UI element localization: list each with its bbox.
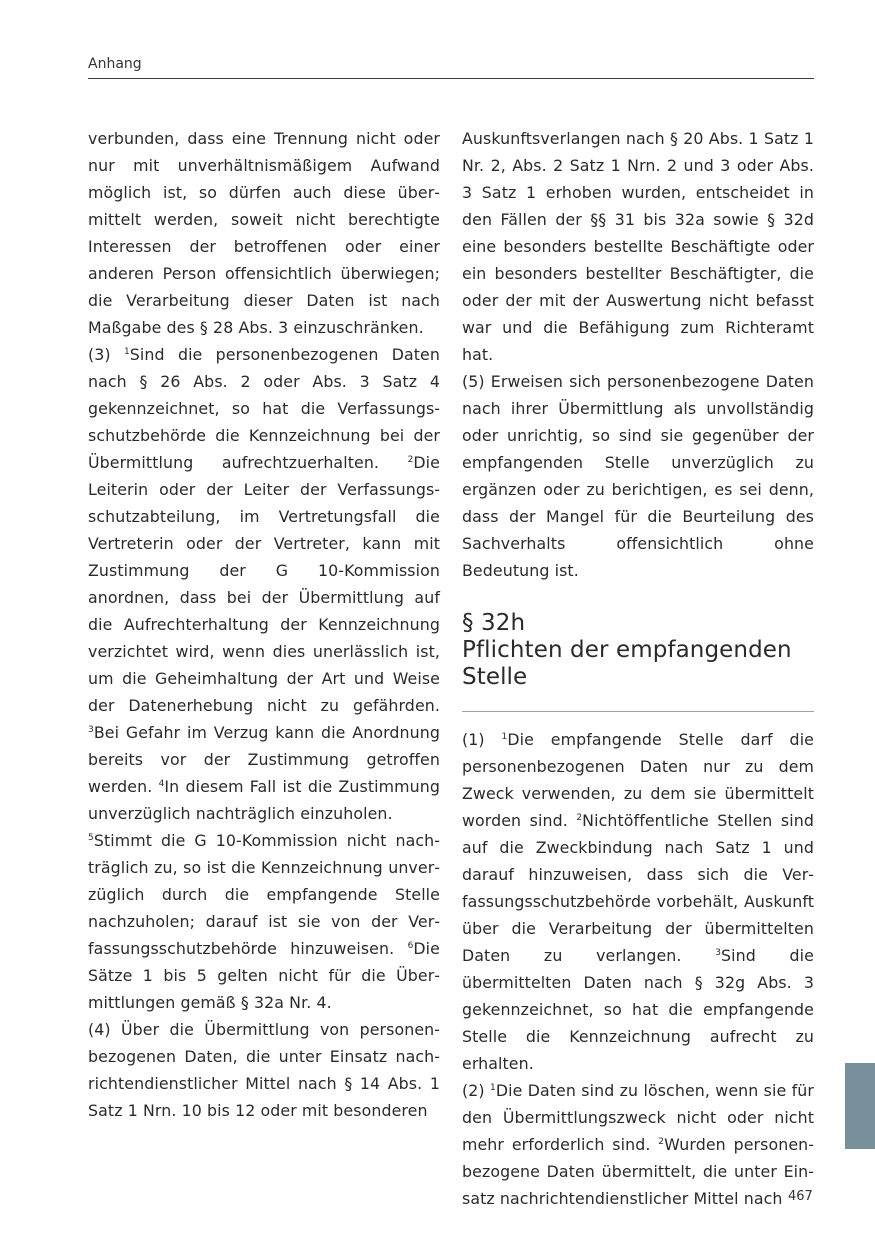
sentence-number: 2 bbox=[407, 455, 414, 465]
section-number: § 32h bbox=[462, 610, 526, 636]
sentence: Bei Gefahr im Verzug kann die Anordnung bereits vor der Zustimmung getroffen werden. bbox=[88, 723, 440, 796]
sentence: Die Leiterin oder der Leiter der Verfassungsschutzabteilung, im Vertretungsfall die Vertreterin oder der Vertreter, kann mit Zustimmung der G 10-Kommission anordnen, dass bei der Übermittlung auf die Aufrechterhaltung der Kennzeichnung verzichtet wird, wenn dies unerlässlich ist, um die Geheimhaltung der Art und Weise der Datenerhebung nicht zu gefährden. bbox=[88, 453, 440, 715]
section-heading bbox=[462, 610, 814, 691]
section-divider bbox=[462, 711, 814, 712]
paragraph-2 bbox=[462, 1077, 814, 1212]
sentence: Stimmt die G 10-Kommission nicht nachträglich zu, so ist die Kennzeichnung unverzüglich durch die empfangende Stelle nachzuholen; darauf ist sie von der Verfassungsschutzbehörde hinzuweisen. bbox=[88, 831, 440, 958]
paragraph-number: (1) bbox=[462, 730, 502, 749]
paragraph-1 bbox=[462, 726, 814, 1077]
paragraph: Auskunftsverlangen nach § 20 Abs. 1 Satz 1 Nr. 2, Abs. 2 Satz 1 Nrn. 2 und 3 oder Abs. 3 Satz 1 erhoben wurden, entscheidet in den Fällen der §§ 31 bis 32a sowie § 32d eine besonders bestellte Beschäftigte oder ein besonders bestellter Beschäftigter, die oder der mit der Auswertung nicht befasst war und die Befähigung zum Richteramt hat. bbox=[462, 129, 814, 364]
page-number: 467 bbox=[788, 1189, 813, 1204]
sentence: Wurden personenbezogene Daten übermittelt, die unter Einsatz nachrichtendienstlicher Mittel nach bbox=[462, 1135, 814, 1208]
sentence: Sind die personenbezogenen Daten nach § 26 Abs. 2 oder Abs. 3 Satz 4 gekennzeichnet, so hat die Verfassungsschutzbehörde die Kennzeichnung bei der Übermittlung aufrechtzuerhalten. bbox=[88, 345, 440, 472]
sentence: Die empfangende Stelle darf die personenbezogenen Daten nur zu dem Zweck verwenden, zu dem sie übermittelt worden sind. bbox=[462, 730, 814, 830]
sentence-number: 4 bbox=[158, 779, 165, 789]
paragraph-3 bbox=[88, 341, 440, 1016]
sentence-number: 3 bbox=[715, 948, 722, 958]
sentence-number: 6 bbox=[407, 941, 414, 951]
paragraph: verbunden, dass eine Trennung nicht oder nur mit unverhältnismäßigem Aufwand möglich ist, so dürfen auch diese übermittelt werden, soweit nicht berechtigte Interessen der betroffenen oder einer anderen Person offensichtlich überwiegen; die Verarbeitung dieser Daten ist nach Maßgabe des § 28 Abs. 3 einzuschränken. bbox=[88, 129, 440, 337]
sentence: Die Sätze 1 bis 5 gelten nicht für die Übermittlungen gemäß § 32a Nr. 4. bbox=[88, 939, 440, 1012]
sentence: Die Daten sind zu löschen, wenn sie für den Übermittlungszweck nicht oder nicht mehr erforderlich sind. bbox=[462, 1081, 814, 1154]
sentence-number: 5 bbox=[88, 833, 94, 843]
left-column bbox=[88, 125, 440, 1124]
sentence: In diesem Fall ist die Zustimmung unverzüglich nachträglich einzuholen. bbox=[88, 777, 440, 823]
sentence: Sind die übermittelten Daten nach § 32g Abs. 3 gekennzeichnet, so hat die empfangende Stelle die Kennzeichnung aufrecht zu erhalten. bbox=[462, 946, 814, 1073]
sentence-number: 2 bbox=[576, 813, 583, 823]
right-column bbox=[462, 125, 814, 1212]
section-title: Pflichten der empfangenden Stelle bbox=[462, 637, 792, 690]
paragraph-number: (3) bbox=[88, 345, 124, 364]
running-head: Anhang bbox=[88, 56, 814, 79]
paragraph-5: (5) Erweisen sich personenbezogene Daten nach ihrer Übermittlung als unvollständig oder unrichtig, so sind sie gegenüber der empfangenden Stelle unverzüglich zu ergänzen oder zu berichtigen, es sei denn, dass der Mangel für die Beurteilung des Sachverhalts offensichtlich ohne Bedeutung ist. bbox=[462, 372, 814, 580]
sentence-number: 1 bbox=[123, 347, 130, 357]
sentence-number: 3 bbox=[88, 725, 94, 735]
sentence-number: 1 bbox=[490, 1083, 496, 1093]
thumb-index-tab bbox=[845, 1063, 875, 1149]
sentence-number: 2 bbox=[658, 1137, 665, 1147]
sentence-number: 1 bbox=[501, 732, 508, 742]
paragraph-4: (4) Über die Übermittlung von personenbezogenen Daten, die unter Einsatz nachrichtendienstlicher Mittel nach § 14 Abs. 1 Satz 1 Nrn. 10 bis 12 oder mit besonderen bbox=[88, 1020, 440, 1120]
paragraph-number: (2) bbox=[462, 1081, 490, 1100]
sentence: Nichtöffentliche Stellen sind auf die Zweckbindung nach Satz 1 und darauf hinzuweisen, dass sich die Verfassungsschutzbehörde vorbehält, Auskunft über die Verarbeitung der übermittelten Daten zu verlangen. bbox=[462, 811, 814, 965]
